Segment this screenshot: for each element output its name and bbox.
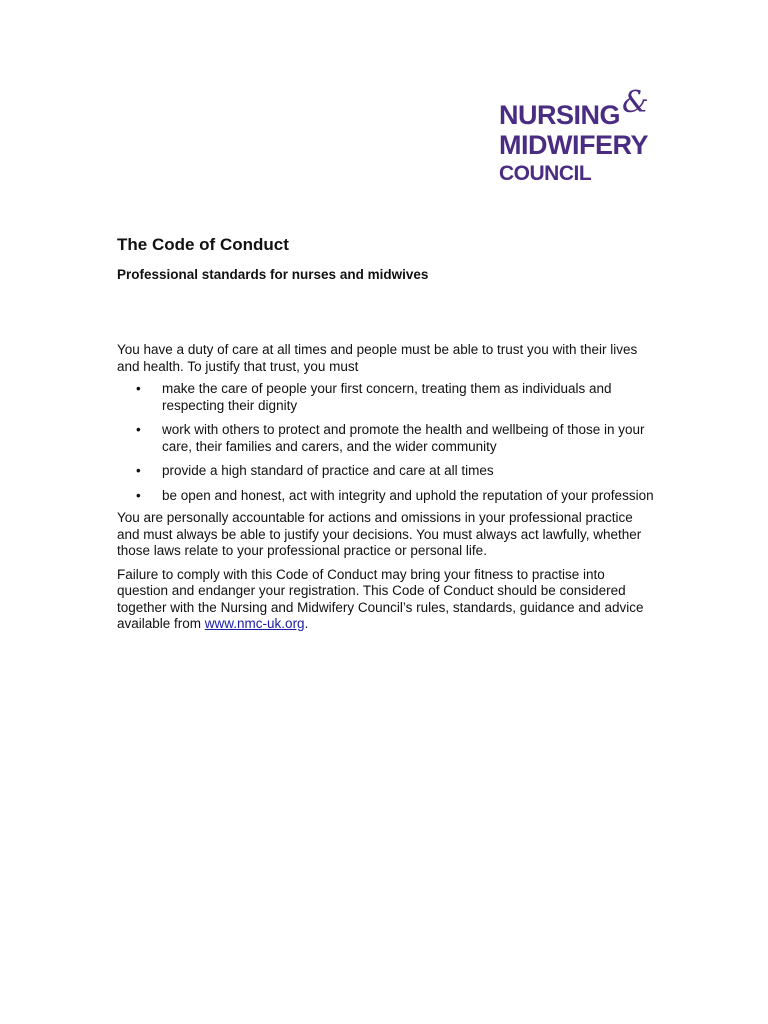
list-item-text: make the care of people your first concern, treating them as individuals and respecting their dignity xyxy=(162,381,612,413)
bullet-icon: • xyxy=(136,381,141,396)
document-subtitle: Professional standards for nurses and midwives xyxy=(117,267,429,282)
bullet-icon: • xyxy=(136,463,141,478)
list-item xyxy=(117,381,657,414)
intro-paragraph: You have a duty of care at all times and people must be able to trust you with their lives and health. To justify that trust, you must xyxy=(117,342,638,374)
duties-list xyxy=(117,381,657,504)
compliance-text: Failure to comply with this Code of Conduct may bring your fitness to practise into question and endanger your registration. This Code of Conduct should be considered together with the Nursing and Midwifery Council’s rules, standards, guidance and advice available from xyxy=(117,566,644,631)
list-item-text: be open and honest, act with integrity and uphold the reputation of your profession xyxy=(162,487,654,503)
document-title: The Code of Conduct xyxy=(117,235,289,254)
logo-word-nursing: NURSING xyxy=(499,100,621,130)
list-item-text: work with others to protect and promote the health and wellbeing of those in your care, their families and carers, and the wider community xyxy=(162,422,645,454)
list-item xyxy=(117,488,657,505)
logo-ampersand: & xyxy=(622,85,649,120)
accountability-paragraph: You are personally accountable for actions and omissions in your professional practice and must always be able to justify your decisions. You must always act lawfully, whether those laws relate to your professional practice or personal life. xyxy=(117,510,642,558)
list-item-text: provide a high standard of practice and care at all times xyxy=(162,463,494,478)
bullet-icon: • xyxy=(136,422,141,437)
compliance-end: . xyxy=(304,616,309,631)
nmc-website-link[interactable]: www.nmc-uk.org xyxy=(204,616,305,631)
document-body xyxy=(117,234,657,633)
list-item xyxy=(117,463,657,480)
logo-line-midwifery: MIDWIFERY xyxy=(499,130,648,160)
compliance-paragraph xyxy=(117,567,657,633)
list-item xyxy=(117,422,657,455)
nmc-logo xyxy=(499,85,669,185)
bullet-icon: • xyxy=(136,487,141,503)
logo-line-council: COUNCIL xyxy=(499,162,592,185)
logo-line-nursing xyxy=(499,85,669,130)
